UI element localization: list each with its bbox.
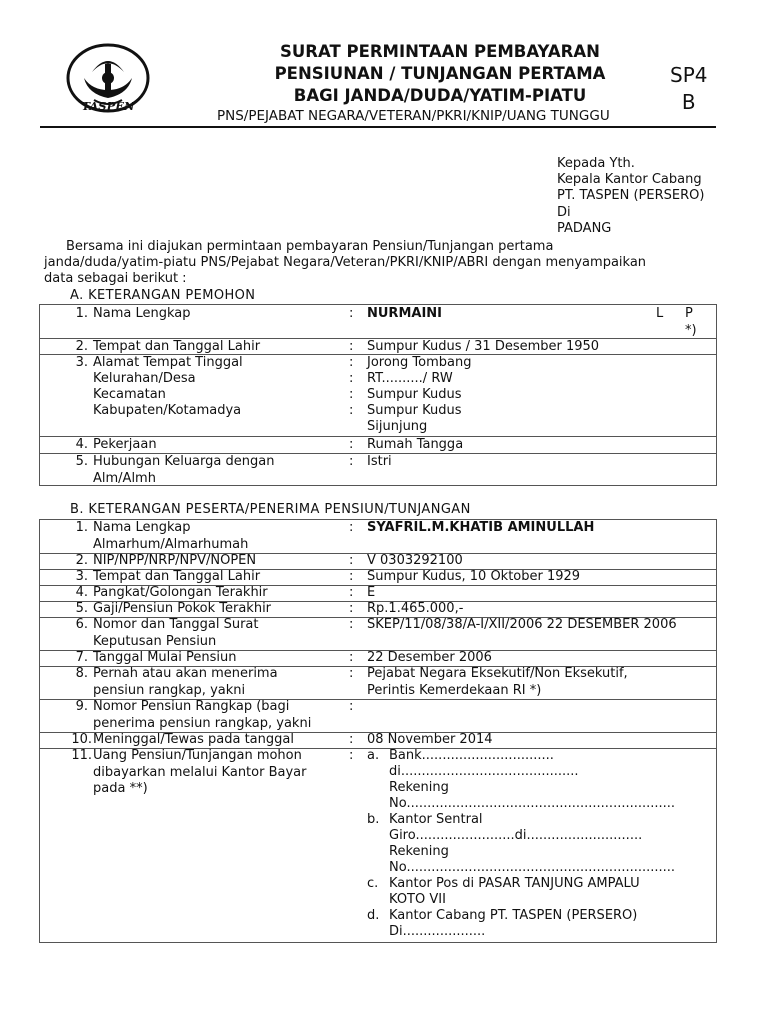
form-code-line-2: B (681, 90, 696, 114)
address-line-1: Kepada Yth. (557, 156, 635, 171)
deceased-name: SYAFRIL.M.KHATIB AMINULLAH (367, 520, 595, 535)
address-line-4: Di (557, 205, 571, 220)
form-code-line-1: SP4 (670, 63, 708, 87)
option-line: Rekening (389, 844, 449, 859)
option-line: Di.................... (389, 924, 486, 939)
address-line-3: PT. TASPEN (PERSERO) (557, 188, 705, 203)
section-b-title: B. KETERANGAN PESERTA/PENERIMA PENSIUN/TUNJANGAN (70, 502, 471, 517)
section-a-title: A. KETERANGAN PEMOHON (70, 288, 256, 303)
logo-text: TASPEN (81, 99, 135, 113)
option-line: Kantor Sentral (389, 812, 483, 827)
applicant-name: NURMAINI (367, 306, 442, 321)
option-line: Giro........................di............................ (389, 828, 643, 843)
option-line: No................................................................. (389, 796, 676, 811)
option-letter: b. (367, 812, 380, 827)
intro-line-1: Bersama ini diajukan permintaan pembayaran Pensiun/Tunjangan pertama (66, 239, 554, 254)
option-line: Kantor Pos di PASAR TANJUNG AMPALU (389, 876, 640, 891)
header-divider (40, 126, 716, 128)
form-code (670, 62, 707, 116)
option-letter: d. (367, 908, 380, 923)
option-line: Kantor Cabang PT. TASPEN (PERSERO) (389, 908, 638, 923)
gender-p-option: P (685, 306, 693, 321)
option-line: Bank................................ (389, 748, 554, 763)
option-line: di........................................... (389, 764, 579, 779)
taspen-logo (64, 42, 152, 122)
address-line-5: PADANG (557, 221, 612, 236)
intro-line-2: janda/duda/yatim-piatu PNS/Pejabat Negara/Veteran/PKRI/KNIP/ABRI dengan menyampaikan (44, 255, 647, 270)
option-line: No................................................................. (389, 860, 676, 875)
gender-l-option: L (656, 306, 664, 321)
section-a-table: 1. Nama Lengkap : NURMAINI L P *) 2. Tempat dan Tanggal Lahir : Sumpur Kudus / 31 Desember 1950 3. Alamat Tempat Tinggal : Jorong Tombang Kelurahan/Desa : RT........../ RW Kecamatan : Sumpur Kudus Kabupaten/Kotamadya : Sumpur Kudus Sijunjung 4. Pekerjaan : Rumah Tangga 5. Hubungan Keluarga dengan Alm/Almh : Istri (39, 304, 717, 486)
option-letter: a. (367, 748, 380, 763)
title-line-2: PENSIUNAN / TUNJANGAN PERTAMA (274, 64, 606, 83)
address-line-2: Kepala Kantor Cabang (557, 172, 702, 187)
title-line-1: SURAT PERMINTAAN PEMBAYARAN (280, 42, 600, 61)
option-line: KOTO VII (389, 892, 446, 907)
intro-line-3: data sebagai berikut : (44, 271, 187, 286)
title-line-3: BAGI JANDA/DUDA/YATIM-PIATU (293, 86, 587, 105)
section-b-table: 1. Nama Lengkap Almarhum/Almarhumah : SYAFRIL.M.KHATIB AMINULLAH 2. NIP/NPP/NRP/NPV/NOPEN : V 0303292100 3. Tempat dan Tanggal Lahir : Sumpur Kudus, 10 Oktober 1929 4. Pangkat/Golongan Terakhir : E 5. Gaji/Pensiun Pokok Terakhir : Rp.1.465.000,- 6. Nomor dan Tanggal Surat Keputusan Pensiun : SKEP/11/08/38/A-I/XII/2006 22 DESEMBER 2006 7. Tanggal Mulai Pensiun : 22 Desember 2006 8. Pernah atau akan menerima pensiun rangkap, yakni : Pejabat Negara Eksekutif/Non Eksekutif, Perintis Kemerdekaan RI *) 9. Nomor Pensiun Rangkap (bagi penerima pensiun rangkap, yakni : 10. Meninggal/Tewas pada tanggal : 08 November 2014 11. Uang Pensiun/Tunjangan mohon dibayarkan melalui Kantor Bayar pada **) : a. Bank................................ di........................................... Rekening No................................................................. b. Kantor Sentral Giro........................di............................ Rekening No................................................................. c. Kantor Pos di PASAR TANJUNG AMPALU KOTO VII d. Kantor Cabang PT. TASPEN (PERSERO) Di.................... (39, 519, 717, 943)
subtitle: PNS/PEJABAT NEGARA/VETERAN/PKRI/KNIP/UANG TUNGGU (217, 108, 610, 124)
gender-note: *) (685, 323, 697, 338)
option-letter: c. (367, 876, 379, 891)
option-line: Rekening (389, 780, 449, 795)
